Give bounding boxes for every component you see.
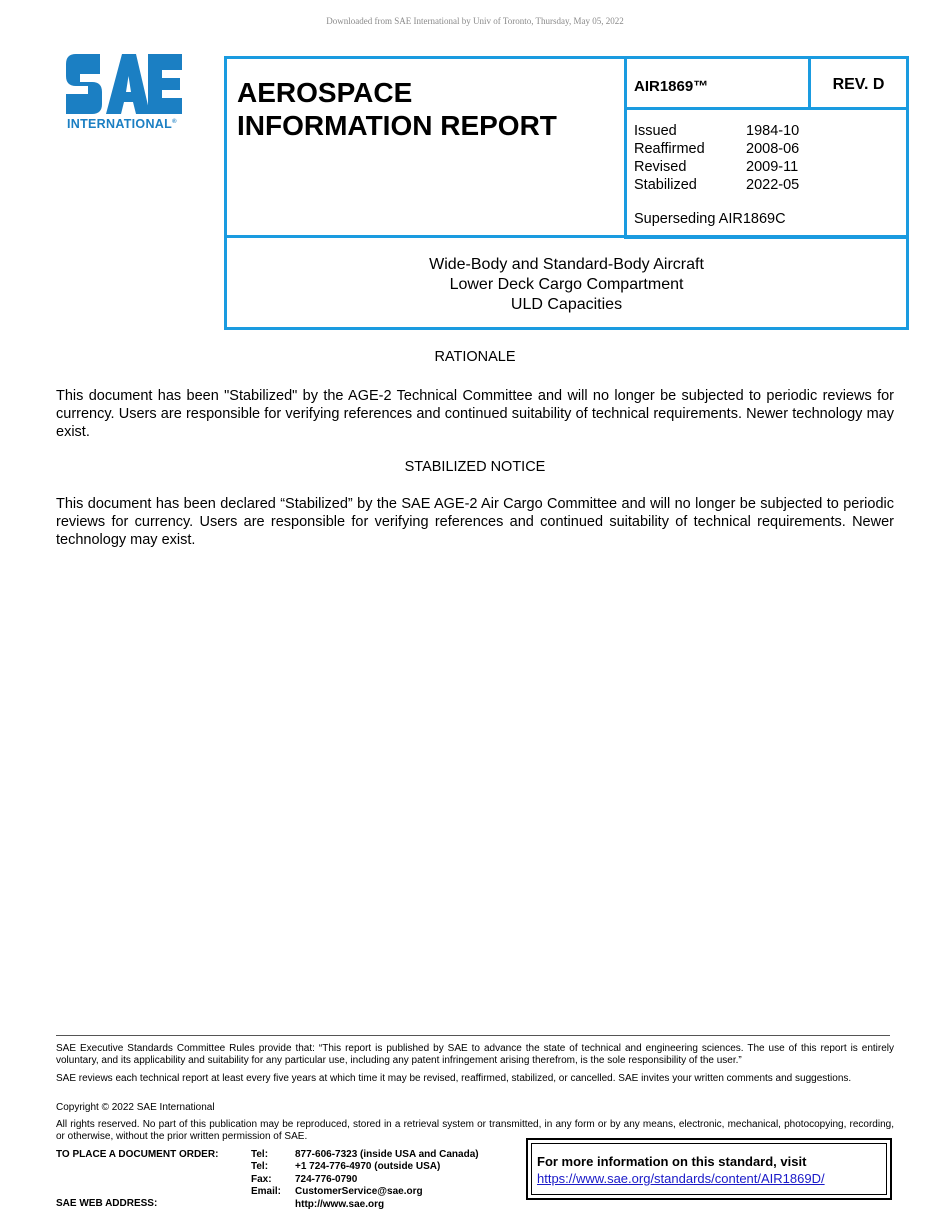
date-row-issued: Issued 1984-10 <box>634 123 800 139</box>
copyright-text: Copyright © 2022 SAE International <box>56 1102 215 1113</box>
contact-tel-domestic: Tel: 877-606-7323 (inside USA and Canada) <box>251 1149 479 1160</box>
web-address-label: SAE WEB ADDRESS: <box>56 1198 158 1209</box>
download-watermark: Downloaded from SAE International by Univ of Toronto, Thursday, May 05, 2022 <box>326 16 624 26</box>
more-info-title: For more information on this standard, visit <box>537 1154 807 1169</box>
logo-subtitle: INTERNATIONAL® <box>67 117 177 131</box>
date-row-stabilized: Stabilized 2022-05 <box>634 177 800 193</box>
footer-divider <box>56 1035 890 1036</box>
standard-url-link[interactable]: https://www.sae.org/standards/content/AIR1869D/ <box>537 1171 825 1186</box>
more-info-box-inner <box>531 1143 887 1195</box>
contact-email[interactable]: Email: CustomerService@sae.org <box>251 1186 423 1198</box>
web-address-link[interactable]: http://www.sae.org <box>295 1198 385 1210</box>
document-subject: Wide-Body and Standard-Body Aircraft Lower Deck Cargo Compartment ULD Capacities <box>429 256 704 313</box>
revision-label: REV. D <box>832 76 885 93</box>
document-number: AIR1869™ <box>634 78 709 95</box>
review-policy-text: SAE reviews each technical report at least every five years at which time it may be revised, reaffirmed, stabilized, or cancelled. SAE invites your written comments and suggestions. <box>56 1073 852 1084</box>
superseding-note: Superseding AIR1869C <box>634 211 786 227</box>
order-contacts <box>251 1149 479 1211</box>
date-history <box>634 122 799 194</box>
more-info-box <box>526 1138 892 1200</box>
rationale-heading: RATIONALE <box>434 349 516 365</box>
order-label: TO PLACE A DOCUMENT ORDER: <box>56 1149 219 1160</box>
stabilized-notice-heading: STABILIZED NOTICE <box>404 459 546 475</box>
sae-logo-icon <box>66 54 182 114</box>
committee-rules-text: SAE Executive Standards Committee Rules provide that: “This report is published by SAE to advance the state of technical and engineering sciences. The use of this report is entirely voluntary, and its applicability and suitability for any particular use, including any patent infringement arising therefrom, is the sole responsibility of the user.” <box>56 1043 894 1066</box>
stabilized-notice-text: This document has been declared “Stabilized” by the SAE AGE-2 Air Cargo Committee and will no longer be subjected to periodic reviews for currency. Users are responsible for verifying references and continued suitability of technical requirements. Newer technology may exist. <box>56 496 894 548</box>
rights-text: All rights reserved. No part of this publication may be reproduced, stored in a retrieval system or transmitted, in any form or by any means, electronic, mechanical, photocopying, recording, or otherwise, without the prior written permission of SAE. <box>56 1119 894 1142</box>
rationale-text: This document has been "Stabilized" by the AGE-2 Technical Committee and will no longer be subjected to periodic reviews for currency. Users are responsible for verifying references and continued suitability of technical requirements. Newer technology may exist. <box>56 388 894 440</box>
document-type-title: AEROSPACE INFORMATION REPORT <box>237 77 557 141</box>
date-row-reaffirmed: Reaffirmed 2008-06 <box>634 141 800 157</box>
contact-tel-international: Tel: +1 724-776-4970 (outside USA) <box>251 1161 441 1173</box>
date-row-revised: Revised 2009-11 <box>634 159 799 175</box>
contact-fax: Fax: 724-776-0790 <box>251 1173 358 1185</box>
